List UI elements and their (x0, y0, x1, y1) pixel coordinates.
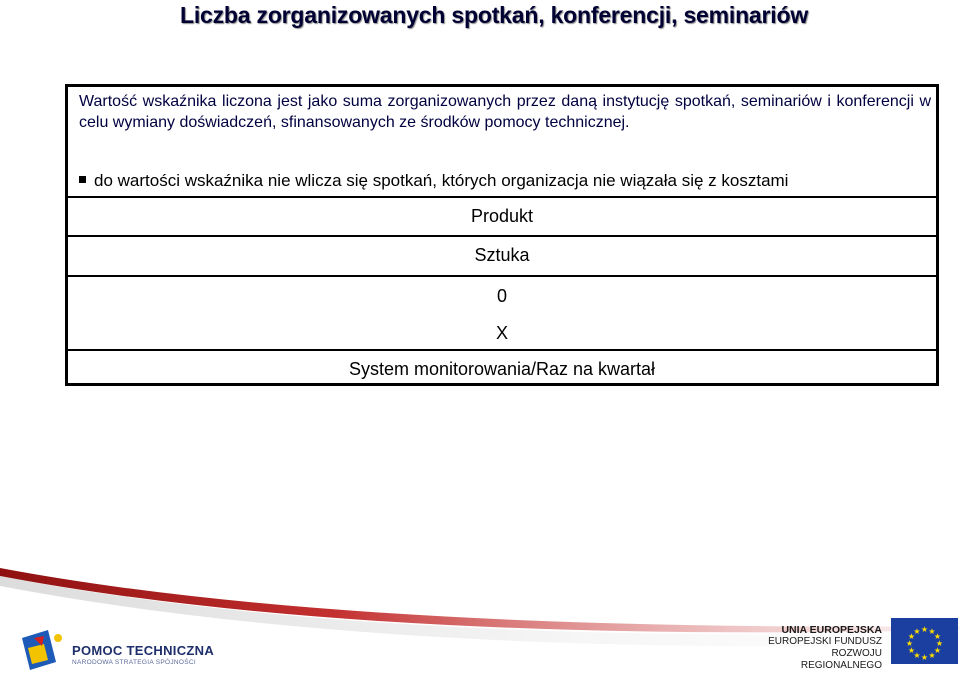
exclusion-note (79, 171, 788, 191)
row-divider (68, 349, 936, 351)
indicator-definition: Wartość wskaźnika liczona jest jako suma zorganizowanych przez daną instytucję spotkań, seminariów i konferencji w celu wymiany doświadczeń, sfinansowanych ze środków pomocy technicznej. (79, 93, 931, 131)
row-unit: Sztuka (474, 245, 530, 265)
eu-line: EUROPEJSKI FUNDUSZ (768, 636, 882, 647)
svg-text:★: ★ (905, 639, 914, 648)
svg-text:★: ★ (933, 632, 942, 641)
row-source-frequency: System monitorowania/Raz na kwartał (348, 359, 656, 379)
svg-text:★: ★ (935, 639, 944, 648)
svg-text:★: ★ (920, 625, 929, 634)
pomoc-techniczna-wordmark (72, 643, 242, 666)
logo-subtitle: NARODOWA STRATEGIA SPÓJNOŚCI (72, 659, 196, 666)
row-target-value: X (495, 323, 508, 343)
row-base-value: 0 (496, 286, 507, 306)
eu-flag-icon (891, 618, 958, 664)
svg-text:★: ★ (928, 627, 936, 636)
eu-line: ROZWOJU REGIONALNEGO (800, 648, 882, 671)
row-divider (68, 196, 936, 198)
row-type: Produkt (470, 206, 534, 226)
svg-text:★: ★ (928, 651, 936, 660)
row-divider (68, 235, 936, 237)
logo-name: POMOC TECHNICZNA (72, 643, 215, 658)
svg-text:★: ★ (933, 646, 942, 655)
svg-text:★: ★ (907, 646, 916, 655)
row-divider (68, 275, 936, 277)
page-title: Liczba zorganizowanych spotkań, konferencji, seminariów (179, 2, 809, 28)
svg-text:★: ★ (913, 627, 921, 636)
bullet-square-icon (79, 176, 86, 183)
eu-line: UNIA EUROPEJSKA (781, 624, 882, 636)
svg-text:★: ★ (920, 653, 929, 662)
indicator-table (65, 84, 939, 386)
eu-fund-label (760, 624, 882, 672)
svg-text:★: ★ (907, 632, 916, 641)
exclusion-note-text: do wartości wskaźnika nie wlicza się spotkań, których organizacja nie wiązała się z kosztami (94, 171, 789, 190)
svg-text:★: ★ (913, 651, 921, 660)
